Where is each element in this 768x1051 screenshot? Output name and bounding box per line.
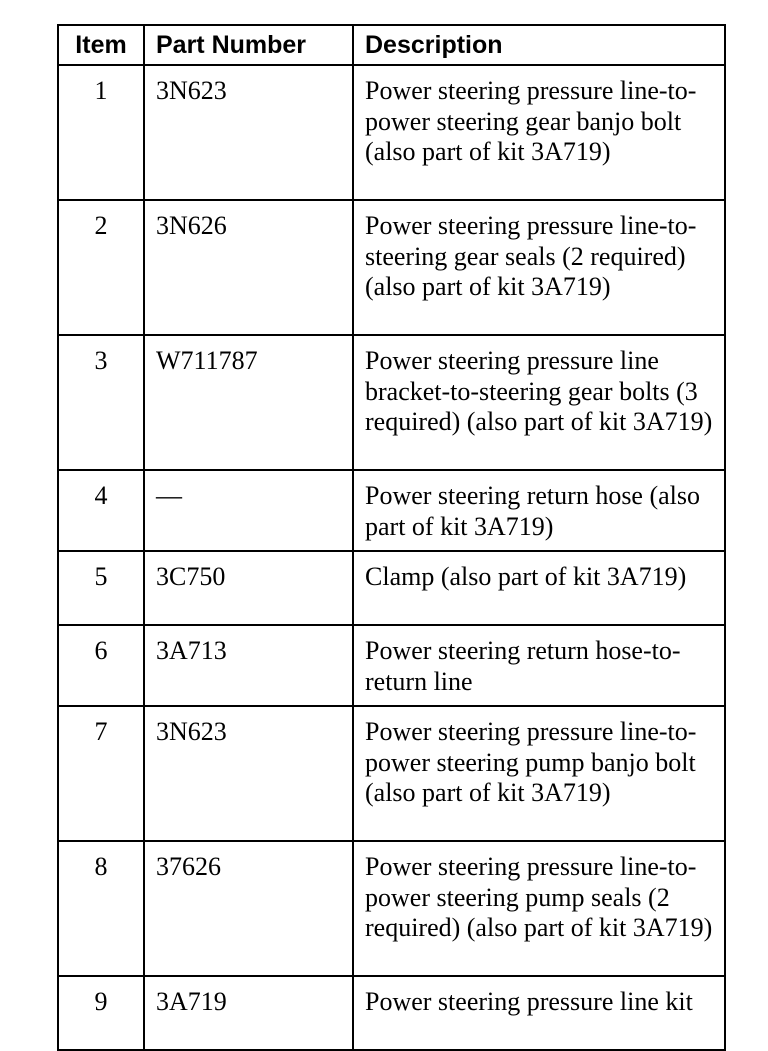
part-description: Power steering return hose (also part of kit 3A719) xyxy=(353,470,725,551)
part-number: 3N623 xyxy=(144,65,353,200)
header-row xyxy=(58,25,725,65)
item-number: 5 xyxy=(58,551,144,625)
part-number: 3N623 xyxy=(144,706,353,841)
table-row xyxy=(58,470,725,551)
part-description: Power steering pressure line-to-steering gear seals (2 required) (also part of kit 3A719) xyxy=(353,200,725,335)
part-number: W711787 xyxy=(144,335,353,470)
item-number: 6 xyxy=(58,625,144,706)
item-number: 4 xyxy=(58,470,144,551)
parts-table xyxy=(57,24,726,1051)
part-description: Power steering pressure line-to-power steering pump seals (2 required) (also part of kit 3A719) xyxy=(353,841,725,976)
part-number: 3A719 xyxy=(144,976,353,1050)
part-description: Clamp (also part of kit 3A719) xyxy=(353,551,725,625)
part-description: Power steering pressure line-to-power steering pump banjo bolt (also part of kit 3A719) xyxy=(353,706,725,841)
part-number: 3A713 xyxy=(144,625,353,706)
part-number: 37626 xyxy=(144,841,353,976)
header-part-number: Part Number xyxy=(144,25,353,65)
item-number: 1 xyxy=(58,65,144,200)
header-item: Item xyxy=(58,25,144,65)
part-number: 3N626 xyxy=(144,200,353,335)
table-row xyxy=(58,551,725,625)
table-row xyxy=(58,200,725,335)
table-row xyxy=(58,625,725,706)
table-row xyxy=(58,976,725,1050)
item-number: 8 xyxy=(58,841,144,976)
item-number: 9 xyxy=(58,976,144,1050)
item-number: 3 xyxy=(58,335,144,470)
part-description: Power steering pressure line-to-power steering gear banjo bolt (also part of kit 3A719) xyxy=(353,65,725,200)
item-number: 7 xyxy=(58,706,144,841)
table-row xyxy=(58,841,725,976)
header-description: Description xyxy=(353,25,725,65)
part-number: 3C750 xyxy=(144,551,353,625)
part-description: Power steering return hose-to-return line xyxy=(353,625,725,706)
item-number: 2 xyxy=(58,200,144,335)
part-number: — xyxy=(144,470,353,551)
part-description: Power steering pressure line kit xyxy=(353,976,725,1050)
table-row xyxy=(58,335,725,470)
table-row xyxy=(58,706,725,841)
table-row xyxy=(58,65,725,200)
part-description: Power steering pressure line bracket-to-steering gear bolts (3 required) (also part of kit 3A719) xyxy=(353,335,725,470)
